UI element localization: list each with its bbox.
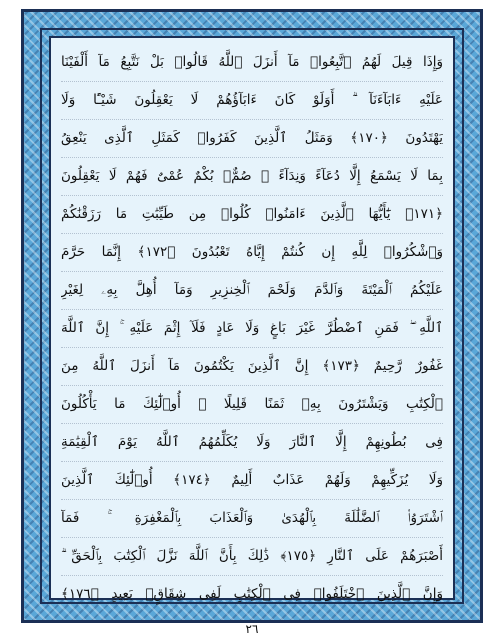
text-line: فِى بُطُونِهِمْ إِلَّا ٱلنَّارَ وَلَا يُكَلِّمُهُمُ ٱللَّهُ يَوْمَ ٱلْقِيَٰمَةِ [61, 424, 443, 462]
text-line: وَإِنَّ ٱلَّذِينَ ٱخْتَلَفُوا۟ فِى ٱلْكِتَٰبِ لَفِى شِقَاقٍۭ بَعِيدٍ ﴿١٧٦﴾ [61, 586, 443, 602]
text-line: ٱشْتَرَوُا۟ ٱلضَّلَٰلَةَ بِٱلْهُدَىٰ وَٱلْعَذَابَ بِٱلْمَغْفِرَةِ ۚ فَمَآ [61, 500, 443, 538]
page-number: ٢٦ [245, 622, 259, 636]
text-line: وَٱشْكُرُوا۟ لِلَّهِ إِن كُنتُمْ إِيَّاهُ تَعْبُدُونَ ﴿١٧٢﴾ إِنَّمَا حَرَّمَ [61, 234, 443, 272]
text-line: غَفُورٌ رَّحِيمٌ ﴿١٧٣﴾ إِنَّ ٱلَّذِينَ يَكْتُمُونَ مَآ أَنزَلَ ٱللَّهُ مِنَ [61, 348, 443, 386]
text-panel [49, 36, 455, 600]
text-line: وَلَا يُزَكِّيهِمْ وَلَهُمْ عَذَابٌ أَلِيمٌ ﴿١٧٤﴾ أُو۟لَٰٓئِكَ ٱلَّذِينَ [61, 462, 443, 500]
text-line: وَإِذَا قِيلَ لَهُمُ ٱتَّبِعُوا۟ مَآ أَنزَلَ ٱللَّهُ قَالُوا۟ بَلْ نَتَّبِعُ مَآ أَلْفَيْنَا [61, 44, 443, 82]
text-line: بِمَا لَا يَسْمَعُ إِلَّا دُعَآءً وَنِدَآءً ۚ صُمٌّۢ بُكْمٌ عُمْىٌ فَهُمْ لَا يَعْقِلُونَ [61, 158, 443, 196]
text-line: عَلَيْكُمُ ٱلْمَيْتَةَ وَٱلدَّمَ وَلَحْمَ ٱلْخِنزِيرِ وَمَآ أُهِلَّ بِهِۦ لِغَيْرِ [61, 272, 443, 310]
text-line: أَصْبَرَهُمْ عَلَى ٱلنَّارِ ﴿١٧٥﴾ ذَٰلِكَ بِأَنَّ ٱللَّهَ نَزَّلَ ٱلْكِتَٰبَ بِٱلْحَقِّ ۗ [61, 538, 443, 576]
text-line: عَلَيْهِ ءَابَآءَنَآ ۗ أَوَلَوْ كَانَ ءَابَآؤُهُمْ لَا يَعْقِلُونَ شَيْـًٔا وَلَا [61, 82, 443, 120]
verse-lines [51, 38, 453, 613]
text-line: ٱلْكِتَٰبِ وَيَشْتَرُونَ بِهِۦ ثَمَنًا قَلِيلًا ۙ أُو۟لَٰٓئِكَ مَا يَأْكُلُونَ [61, 386, 443, 424]
text-line: ٱللَّهِ ۖ فَمَنِ ٱضْطُرَّ غَيْرَ بَاغٍ وَلَا عَادٍ فَلَآ إِثْمَ عَلَيْهِ ۚ إِنَّ ٱللَّهَ [61, 310, 443, 348]
text-line: يَهْتَدُونَ ﴿١٧٠﴾ وَمَثَلُ ٱلَّذِينَ كَفَرُوا۟ كَمَثَلِ ٱلَّذِى يَنْعِقُ [61, 120, 443, 158]
text-line: ﴿١٧١﴾ يَٰٓأَيُّهَا ٱلَّذِينَ ءَامَنُوا۟ كُلُوا۟ مِن طَيِّبَٰتِ مَا رَزَقْنَٰكُمْ [61, 196, 443, 234]
